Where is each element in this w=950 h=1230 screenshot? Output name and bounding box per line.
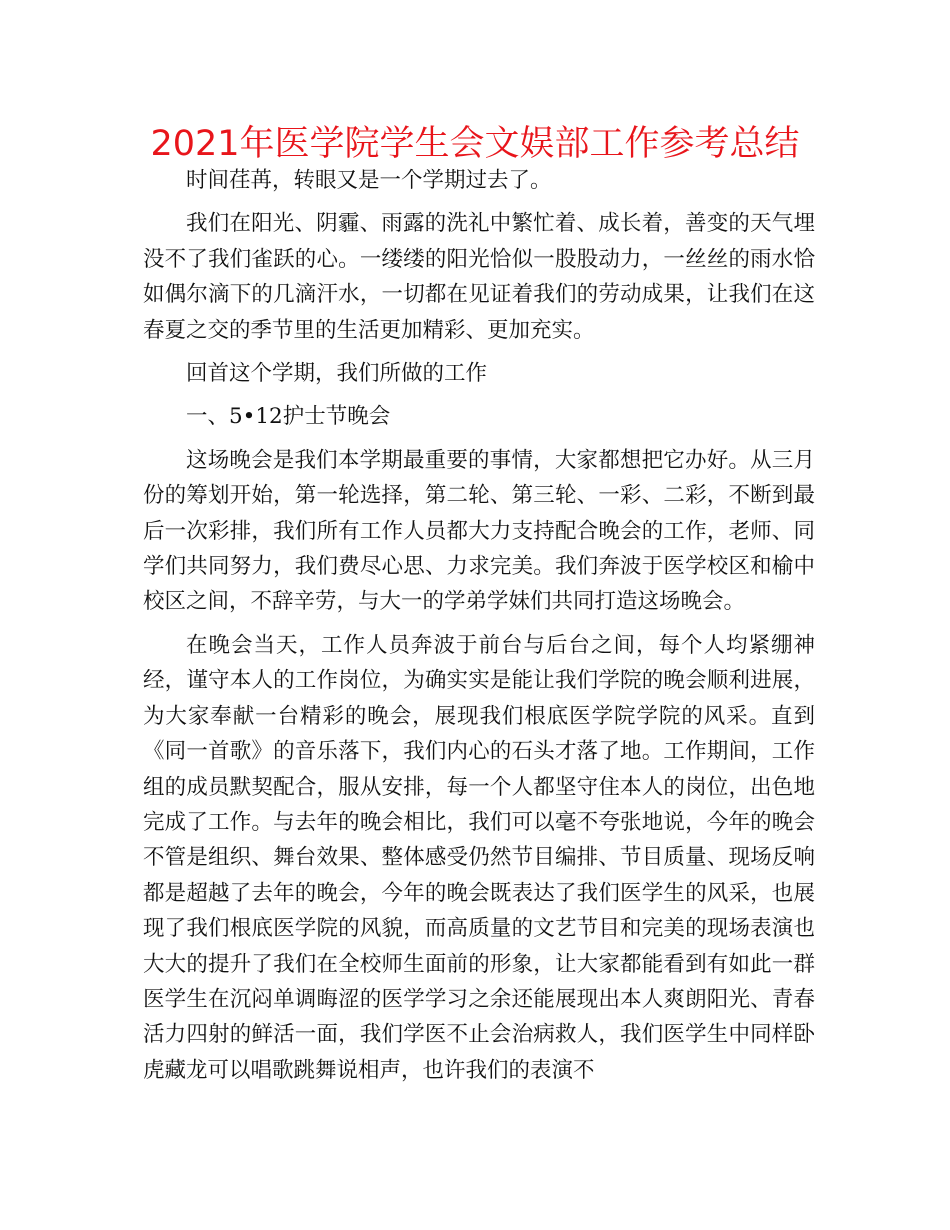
document-body bbox=[143, 163, 815, 1088]
paragraph-weather: 我们在阳光、阴霾、雨露的洗礼中繁忙着、成长着，善变的天气埋没不了我们雀跃的心。一缕缕的阳光恰似一股股动力，一丝丝的雨水恰如偶尔滴下的几滴汗水，一切都在见证着我们的劳动成果，让我们在这春夏之交的季节里的生活更加精彩、更加充实。 bbox=[143, 211, 815, 343]
section-heading-nurse-day: 一、5•12护士节晚会 bbox=[186, 404, 391, 430]
paragraph-intro: 时间荏苒，转眼又是一个学期过去了。 bbox=[186, 168, 552, 193]
document-title: 2021年医学院学生会文娱部工作参考总结 bbox=[150, 124, 800, 164]
paragraph-gala-planning: 这场晚会是我们本学期最重要的事情，大家都想把它办好。从三月份的筹划开始，第一轮选择，第二轮、第三轮、一彩、二彩，不断到最后一次彩排，我们所有工作人员都大力支持配合晚会的工作，老师、同学们共同努力，我们费尽心思、力求完美。我们奔波于医学校区和榆中校区之间，不辞辛劳，与大一的学弟学妹们共同打造这场晚会。 bbox=[143, 447, 815, 615]
paragraph-review-heading: 回首这个学期，我们所做的工作 bbox=[186, 361, 488, 387]
paragraph-gala-day: 在晚会当天，工作人员奔波于前台与后台之间，每个人均紧绷神经，谨守本人的工作岗位，为确实实是能让我们学院的晚会顺利进展，为大家奉献一台精彩的晚会，展现我们根底医学院学院的风采。直到《同一首歌》的音乐落下，我们内心的石头才落了地。工作期间，工作组的成员默契配合，服从安排，每一个人都坚守住本人的岗位，出色地完成了工作。与去年的晚会相比，我们可以毫不夸张地说，今年的晚会不管是组织、舞台效果、整体感受仍然节目编排、节目质量、现场反响都是超越了去年的晚会，今年的晚会既表达了我们医学生的风采，也展现了我们根底医学院的风貌，而高质量的文艺节目和完美的现场表演也大大的提升了我们在全校师生面前的形象，让大家都能看到有如此一群医学生在沉闷单调晦涩的医学学习之余还能展现出本人爽朗阳光、青春活力四射的鲜活一面，我们学医不止会治病救人，我们医学生中同样卧虎藏龙可以唱歌跳舞说相声，也许我们的表演不 bbox=[143, 632, 815, 1083]
